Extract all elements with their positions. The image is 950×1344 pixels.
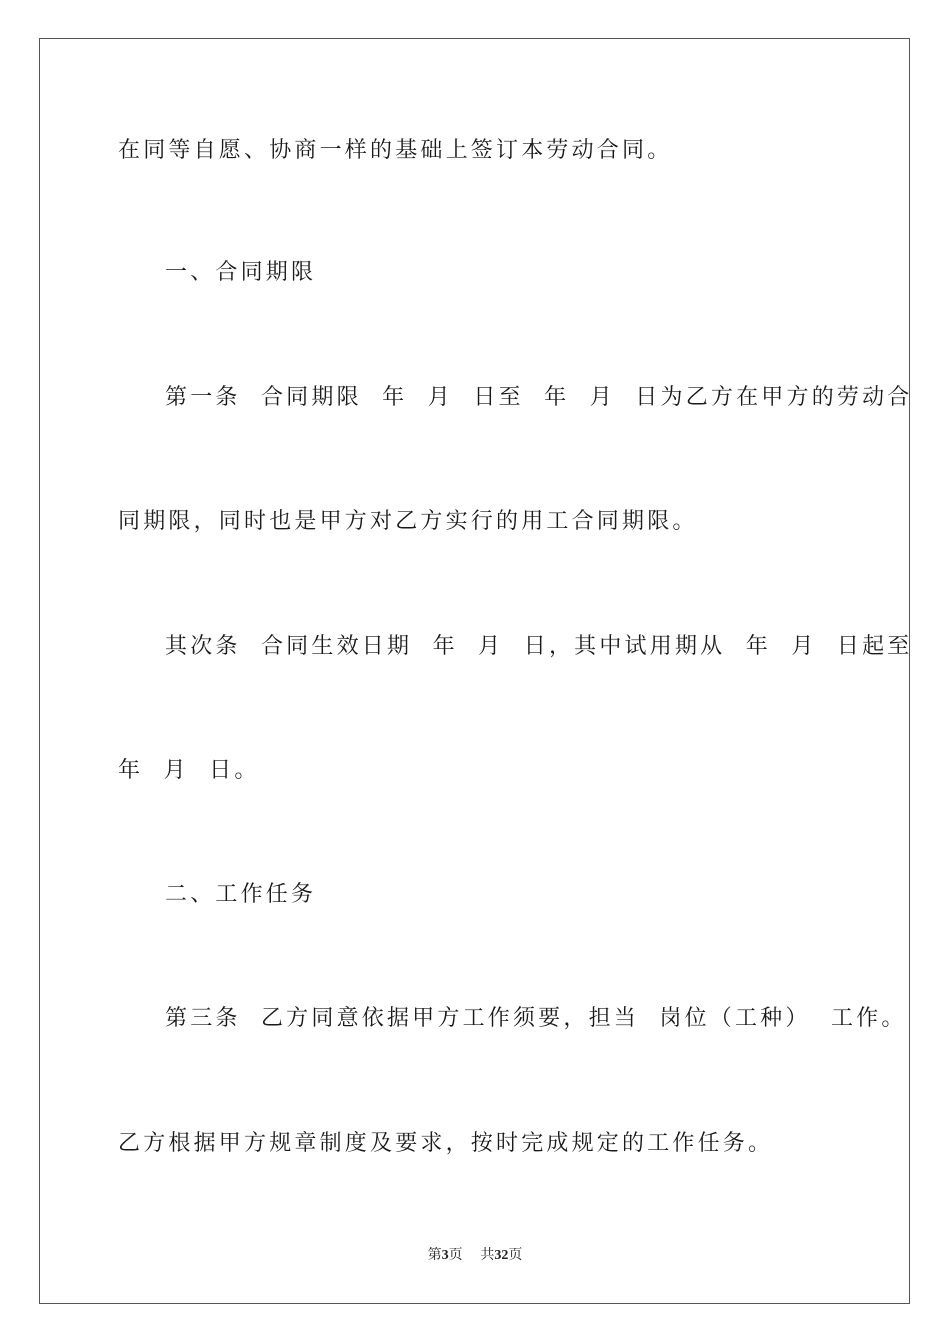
article-2-line-2: 年 月 日。 — [118, 758, 260, 783]
article-3-line-1: 第三条 乙方同意依据甲方工作须要，担当 岗位（工种） 工作。 — [165, 1006, 907, 1031]
paragraph-line-1: 在同等自愿、协商一样的基础上签订本劳动合同。 — [118, 138, 673, 163]
article-2-line-1: 其次条 合同生效日期 年 月 日，其中试用期从 年 月 日起至 — [165, 634, 913, 659]
total-suffix: 页 — [508, 1247, 523, 1263]
page-prefix: 第 — [427, 1247, 442, 1263]
page-number: 3 — [441, 1248, 449, 1263]
page-suffix: 页 — [448, 1247, 463, 1263]
page-footer — [0, 1245, 950, 1266]
article-1-line-2: 同期限，同时也是甲方对乙方实行的用工合同期限。 — [118, 509, 698, 534]
section-heading-work-tasks: 二、工作任务 — [165, 882, 317, 907]
total-prefix: 共 — [480, 1247, 495, 1263]
total-pages: 32 — [494, 1248, 509, 1263]
section-heading-contract-term: 一、合同期限 — [165, 260, 317, 285]
article-3-line-2: 乙方根据甲方规章制度及要求，按时完成规定的工作任务。 — [118, 1131, 774, 1156]
page-border — [39, 38, 910, 1304]
article-1-line-1: 第一条 合同期限 年 月 日至 年 月 日为乙方在甲方的劳动合 — [165, 385, 913, 410]
